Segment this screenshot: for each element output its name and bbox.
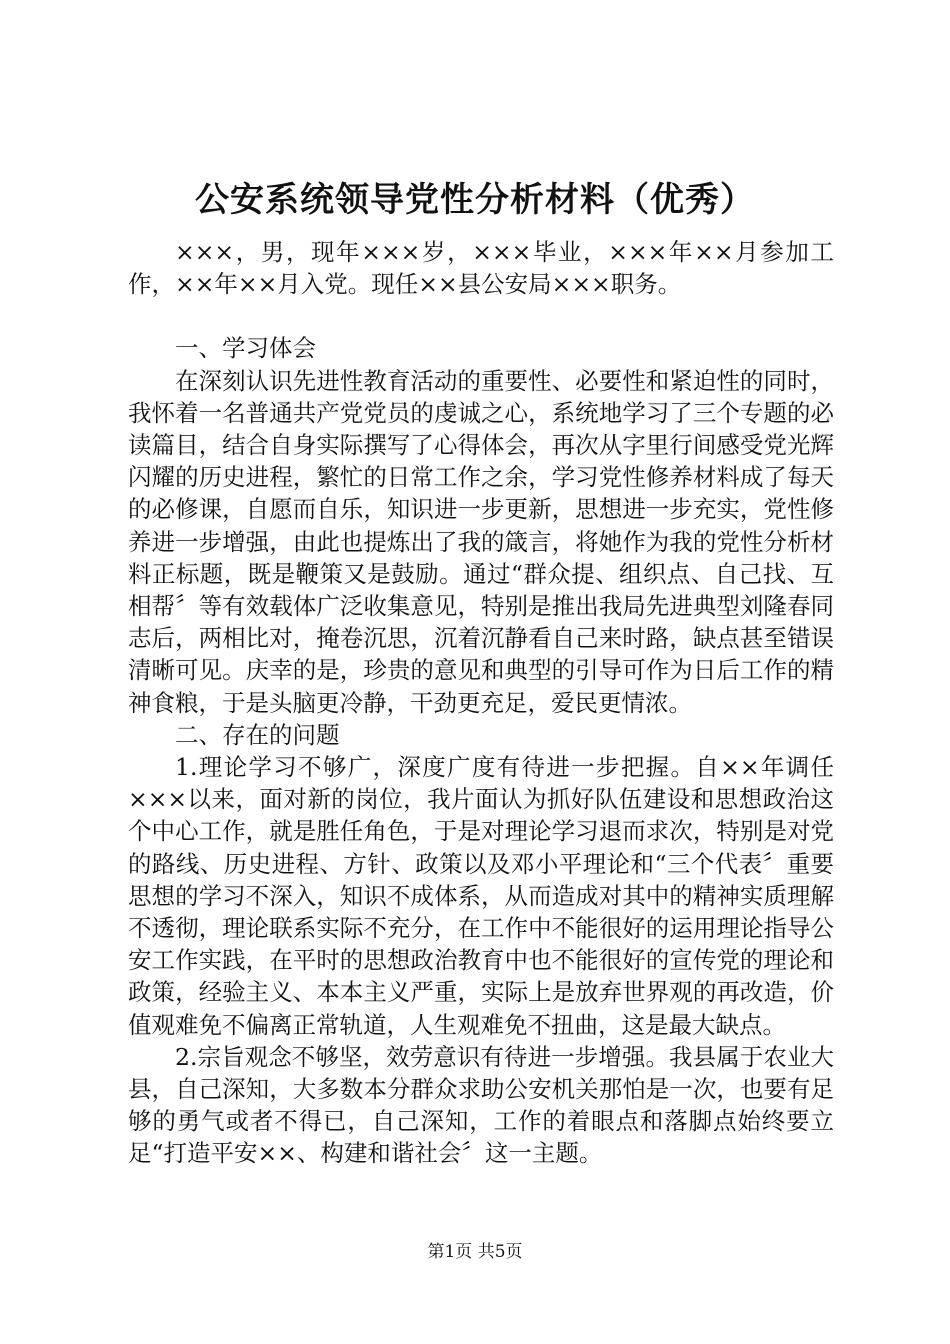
section-heading-problems: 二、存在的问题 [175, 720, 340, 749]
document-body [128, 236, 834, 1170]
learning-paragraph: 在深刻认识先进性教育活动的重要性、必要性和紧迫性的同时，我怀着一名普通共产党党员的虔诚之心，系统地学习了三个专题的必读篇目，结合自身实际撰写了心得体会，再次从字里行间感受党光辉闪耀的历史进程，繁忙的日常工作之余，学习党性修养材料成了每天的必修课，自愿而自乐，知识进一步更新，思想进一步充实，党性修养进一步增强，由此也提炼出了我的箴言，将她作为我的党性分析材料正标题，既是鞭策又是鼓励。通过“群众提、组织点、自己找、互相帮〞等有效载体广泛收集意见，特别是推出我局先进典型刘隆春同志后，两相比对，掩卷沉思，沉着沉静看自己来时路，缺点甚至错误清晰可见。庆幸的是，珍贵的意见和典型的引导可作为日后工作的精神食粮，于是头脑更冷静，干劲更充足，爱民更情浓。 [128, 366, 834, 717]
problem-paragraph-2: 2.宗旨观念不够坚，效劳意识有待进一步增强。我县属于农业大县，自己深知，大多数本分群众求助公安机关那怕是一次，也要有足够的勇气或者不得已，自己深知，工作的着眼点和落脚点始终要立足“打造平安××、构建和谐社会〞这一主题。 [128, 1042, 834, 1168]
problem-paragraph-1: 1.理论学习不够广，深度广度有待进一步把握。自××年调任×××以来，面对新的岗位，我片面认为抓好队伍建设和思想政治这个中心工作，就是胜任角色，于是对理论学习退而求次，特别是对党的路线、历史进程、方针、政策以及邓小平理论和“三个代表〞重要思想的学习不深入，知识不成体系，从而造成对其中的精神实质理解不透彻，理论联系实际不充分，在工作中不能很好的运用理论指导公安工作实践，在平时的思想政治教育中也不能很好的宣传党的理论和政策，经验主义、本本主义严重，实际上是放弃世界观的再改造，价值观难免不偏离正常轨道，人生观难免不扭曲，这是最大缺点。 [128, 753, 834, 1039]
document-title: 公安系统领导党性分析材料（优秀） [195, 180, 755, 220]
section-heading-learning: 一、学习体会 [175, 334, 316, 363]
intro-paragraph: ×××，男，现年×××岁，×××毕业，×××年××月参加工作，××年××月入党。现任××县公安局×××职务。 [128, 238, 834, 299]
page-number-footer: 第1页 共5页 [427, 1242, 523, 1262]
